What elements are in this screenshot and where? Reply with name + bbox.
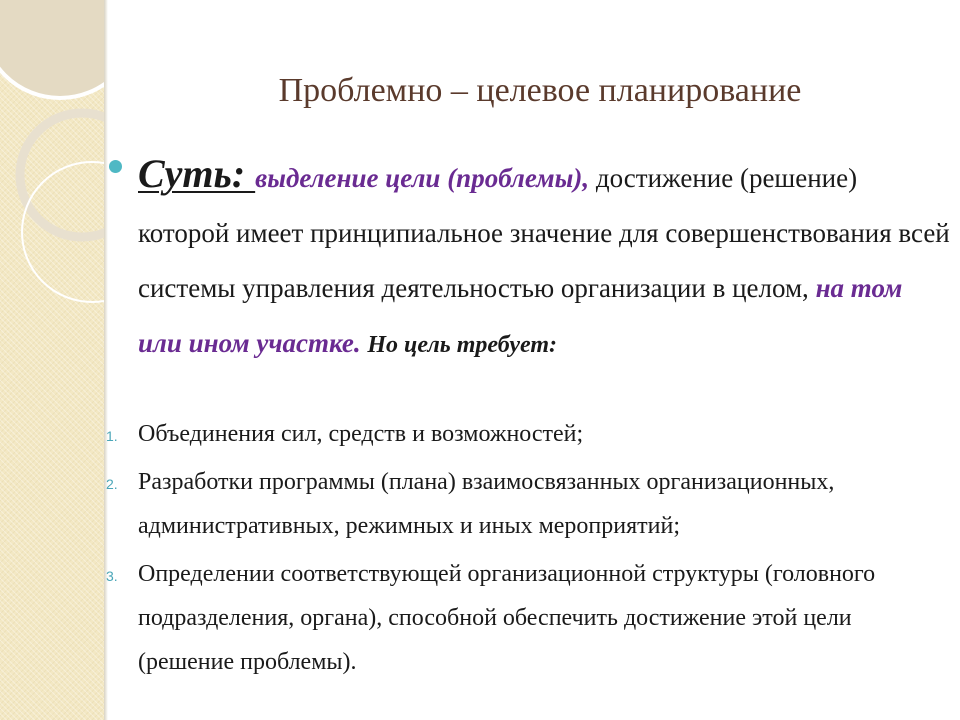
- requirements-list: [106, 412, 950, 684]
- list-text: Объединения сил, средств и возможностей;: [138, 421, 584, 447]
- essence-note: Но цель требует:: [367, 332, 558, 358]
- list-text: Определении соответствующей организационной структуры (головного подразделения, органа), способной обеспечить достижение этой цели (решение проблемы).: [138, 561, 876, 675]
- list-item: [106, 412, 950, 456]
- list-number: 3.: [106, 568, 118, 584]
- list-number: 2.: [106, 476, 118, 492]
- decorative-sidebar: [0, 0, 104, 720]
- bullet-dot-icon: [109, 160, 122, 173]
- slide-title: Проблемно – целевое планирование: [278, 72, 802, 109]
- list-item: [106, 460, 950, 548]
- circles-decoration: [0, 0, 104, 320]
- list-item: [106, 552, 950, 684]
- essence-highlight-2: на том или ином участке.: [138, 273, 903, 358]
- list-text: Разработки программы (плана) взаимосвязанных организационных, административных, режимных и иных мероприятий;: [138, 469, 835, 539]
- essence-paragraph: [138, 146, 950, 373]
- essence-label: Суть:: [138, 151, 256, 196]
- list-number: 1.: [106, 428, 118, 444]
- essence-highlight: выделение цели (проблемы),: [255, 163, 590, 193]
- essence-text: достижение (решение) которой имеет принципиальное значение для совершенствования всей системы управления деятельностью организации в целом,: [138, 163, 950, 303]
